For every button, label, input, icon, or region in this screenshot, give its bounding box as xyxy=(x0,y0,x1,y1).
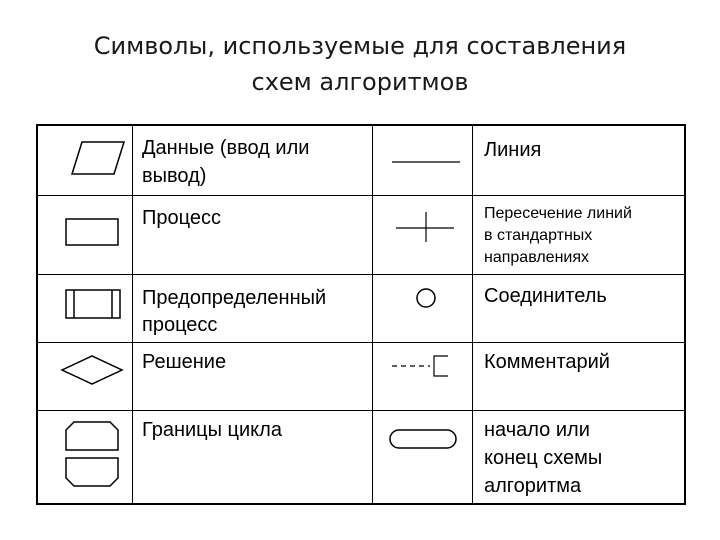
crossing-label-1: Пересечение линий xyxy=(484,205,632,222)
data-io-label-1: Данные (ввод или xyxy=(142,137,310,159)
terminator-label-2: конец схемы xyxy=(484,447,603,469)
crossing-label-3: направлениях xyxy=(484,249,589,266)
row-divider xyxy=(372,274,684,275)
column-divider xyxy=(372,126,373,503)
process-label: Процесс xyxy=(142,207,221,229)
title-line-2: схем алгоритмов xyxy=(251,68,469,96)
column-divider xyxy=(472,126,473,503)
data-io-label-2: вывод) xyxy=(142,165,207,187)
line-crossing-icon xyxy=(394,210,458,246)
parallelogram-data-icon xyxy=(68,140,128,180)
line-icon xyxy=(388,156,468,166)
connector-label: Соединитель xyxy=(484,285,607,307)
row-divider xyxy=(372,195,684,196)
line-label: Линия xyxy=(484,139,542,161)
rectangle-process-icon xyxy=(64,216,124,252)
symbols-table xyxy=(36,124,686,505)
diamond-decision-icon xyxy=(58,352,130,392)
comment-bracket-icon xyxy=(390,352,470,382)
title-line-1: Символы, используемые для составления xyxy=(93,32,627,60)
row-divider xyxy=(38,195,373,196)
predefined-process-icon xyxy=(64,286,128,326)
crossing-label-2: в стандартных xyxy=(484,227,593,244)
comment-label: Комментарий xyxy=(484,351,610,373)
row-divider xyxy=(372,410,684,411)
loop-limits-label: Границы цикла xyxy=(142,419,282,441)
terminator-icon xyxy=(386,426,466,454)
loop-limits-icon xyxy=(64,418,128,492)
column-divider xyxy=(132,126,133,503)
connector-circle-icon xyxy=(414,286,440,312)
row-divider xyxy=(38,274,373,275)
row-divider xyxy=(372,342,684,343)
predefined-process-label-2: процесс xyxy=(142,314,218,336)
terminator-label-3: алгоритма xyxy=(484,475,582,497)
row-divider xyxy=(38,342,373,343)
predefined-process-label-1: Предопределенный xyxy=(142,287,327,309)
terminator-label-1: начало или xyxy=(484,419,590,441)
decision-label: Решение xyxy=(142,351,227,373)
row-divider xyxy=(38,410,373,411)
page-title xyxy=(0,28,720,100)
